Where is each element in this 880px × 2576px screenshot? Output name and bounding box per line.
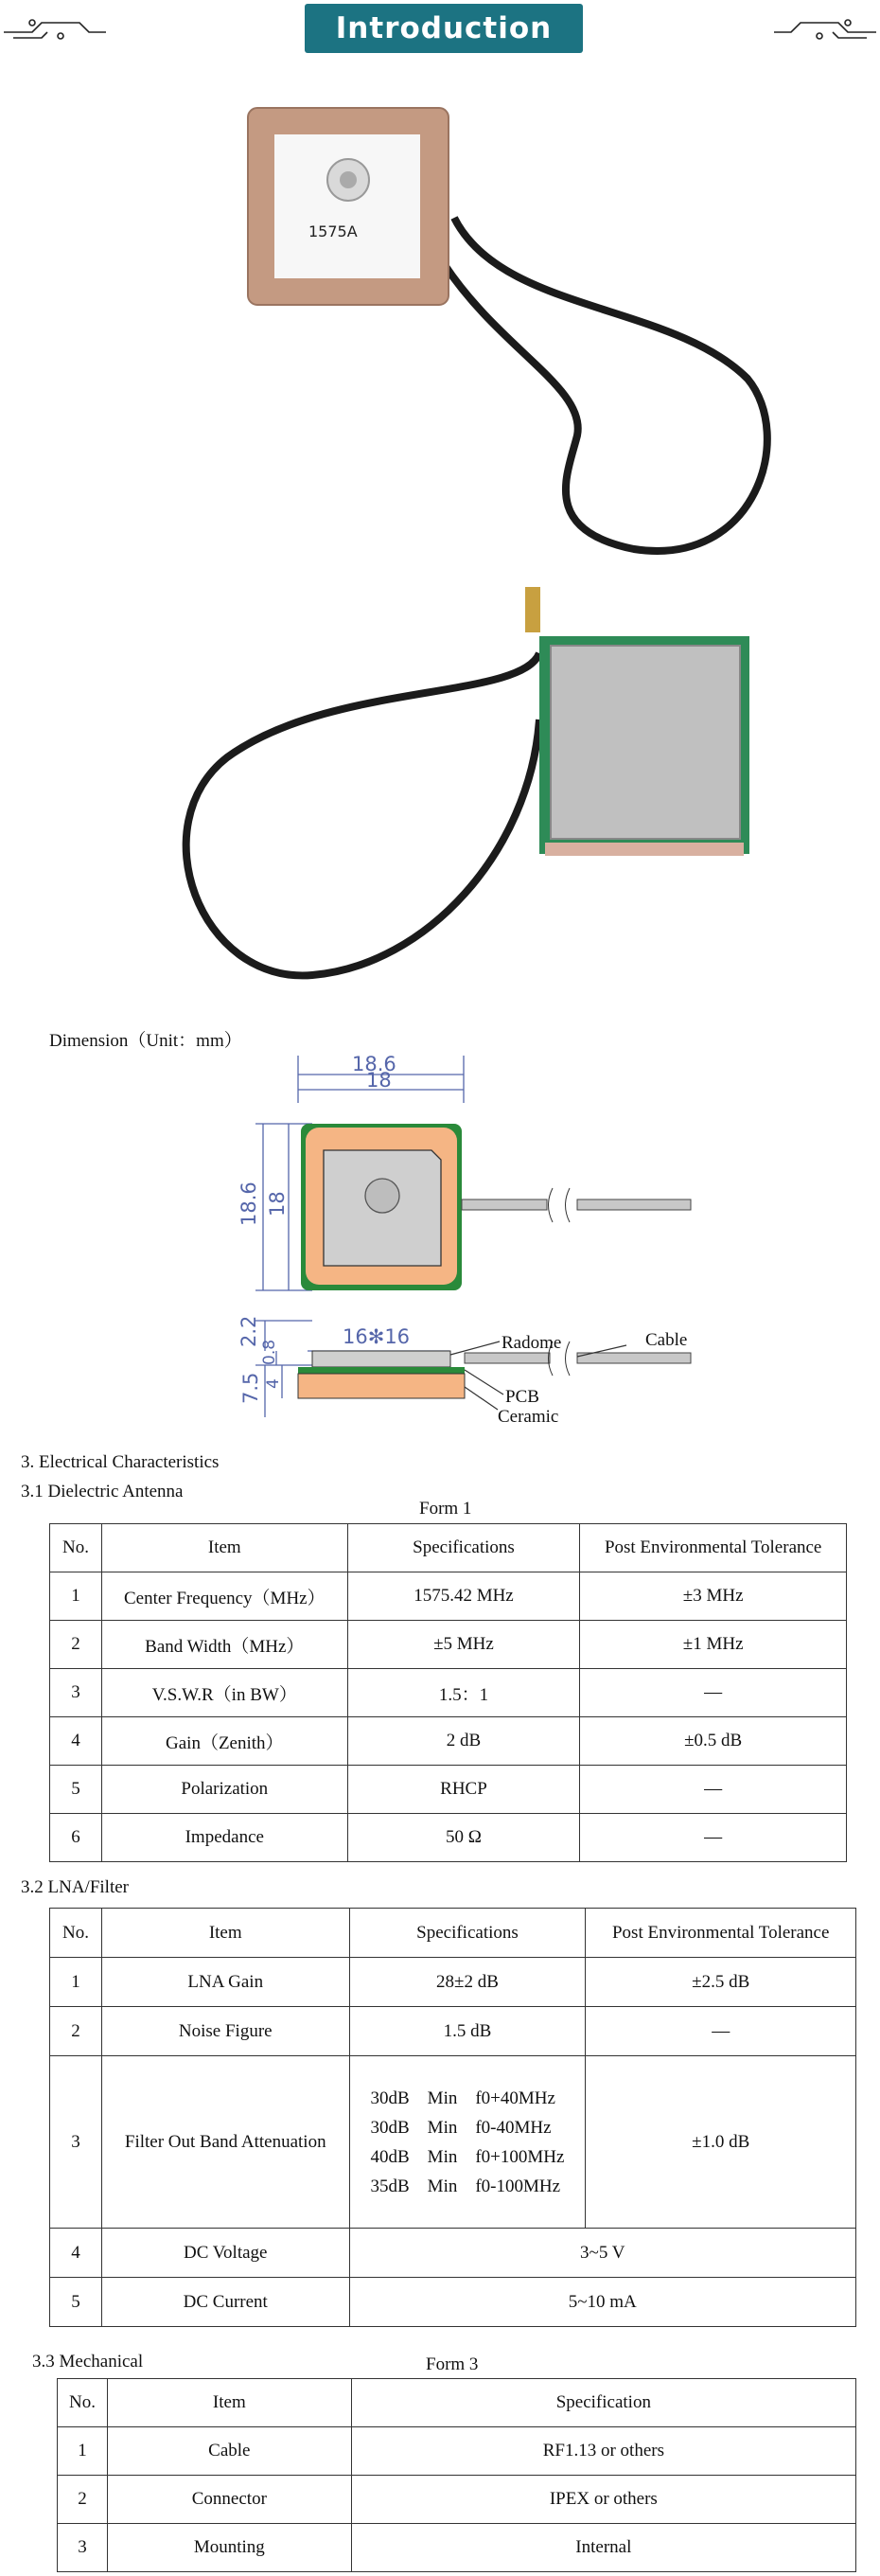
cell-no: 4 <box>50 2229 102 2278</box>
header-item: Item <box>101 1524 347 1572</box>
cell-spec-attenuation <box>349 2056 586 2229</box>
cell-spec: 1575.42 MHz <box>347 1572 580 1621</box>
cell-spec: 3~5 V <box>349 2229 855 2278</box>
antenna-front-photo <box>142 76 795 568</box>
cell-tolerance: — <box>580 1814 847 1862</box>
cell-tolerance: ±2.5 dB <box>586 1958 856 2007</box>
cell-item: DC Current <box>101 2278 349 2327</box>
attenuation-line: 30dB Min f0-40MHz <box>370 2117 552 2138</box>
dim-2-2: 2.2 <box>238 1315 260 1347</box>
section-3-1-title: 3.1 Dielectric Antenna <box>21 1482 184 1501</box>
cell-spec: ±5 MHz <box>347 1621 580 1669</box>
circuit-decoration-right <box>772 11 876 42</box>
form-3-caption: Form 3 <box>426 2354 479 2374</box>
cell-no: 2 <box>58 2476 108 2524</box>
cell-no: 6 <box>50 1814 102 1862</box>
header-tolerance: Post Environmental Tolerance <box>586 1909 856 1958</box>
cell-tolerance: ±1 MHz <box>580 1621 847 1669</box>
header-item: Item <box>101 1909 349 1958</box>
dim-0-8: 0.8 <box>260 1339 279 1365</box>
header-specification: Specification <box>351 2379 855 2427</box>
cell-item: Mounting <box>107 2524 351 2572</box>
cell-item: Filter Out Band Attenuation <box>101 2056 349 2229</box>
header-specifications: Specifications <box>349 1909 586 1958</box>
cell-no: 5 <box>50 1766 102 1814</box>
table-row <box>50 1814 847 1862</box>
cell-item: DC Voltage <box>101 2229 349 2278</box>
cell-item: Gain（Zenith） <box>101 1717 347 1766</box>
header-item: Item <box>107 2379 351 2427</box>
cell-item: Band Width（MHz） <box>101 1621 347 1669</box>
cell-item: Cable <box>107 2427 351 2476</box>
table-row <box>50 1958 856 2007</box>
table-row <box>50 1717 847 1766</box>
cell-no: 1 <box>50 1958 102 2007</box>
cell-tolerance: ±1.0 dB <box>586 2056 856 2229</box>
header-no: No. <box>50 1909 102 1958</box>
mechanical-table <box>57 2378 856 2572</box>
cell-item: Impedance <box>101 1814 347 1862</box>
cell-no: 3 <box>50 2056 102 2229</box>
label-pcb: PCB <box>505 1387 539 1407</box>
table-row <box>50 1621 847 1669</box>
banner-title: Introduction <box>335 11 553 45</box>
dielectric-antenna-table <box>49 1523 847 1862</box>
label-ceramic: Ceramic <box>498 1407 559 1427</box>
table-header-row <box>50 1524 847 1572</box>
table-row <box>50 2229 856 2278</box>
intro-banner <box>305 4 583 53</box>
cell-no: 2 <box>50 2007 102 2056</box>
form-1-caption: Form 1 <box>419 1499 472 1519</box>
cell-tolerance: — <box>580 1669 847 1717</box>
cell-no: 4 <box>50 1717 102 1766</box>
dim-7-5: 7.5 <box>239 1372 262 1404</box>
cell-item: Polarization <box>101 1766 347 1814</box>
antenna-label: 1575A <box>308 222 358 240</box>
attenuation-line: 30dB Min f0+40MHz <box>370 2087 555 2108</box>
antenna-back-photo <box>142 568 795 1013</box>
dim-18-top: 18 <box>366 1069 392 1092</box>
cell-no: 3 <box>50 1669 102 1717</box>
lna-filter-table <box>49 1908 856 2327</box>
section-3-2-title: 3.2 LNA/Filter <box>21 1877 129 1897</box>
cell-spec: 1.5：1 <box>347 1669 580 1717</box>
dimension-heading: Dimension（Unit：mm） <box>49 1031 242 1051</box>
cell-spec: 50 Ω <box>347 1814 580 1862</box>
table-row <box>50 1669 847 1717</box>
cell-no: 1 <box>58 2427 108 2476</box>
cell-tolerance: — <box>586 2007 856 2056</box>
dim-16x16: 16✻16 <box>343 1325 411 1348</box>
table-row <box>50 1766 847 1814</box>
cell-no: 1 <box>50 1572 102 1621</box>
cell-tolerance: ±0.5 dB <box>580 1717 847 1766</box>
table-row <box>50 1572 847 1621</box>
cell-spec: 28±2 dB <box>349 1958 586 2007</box>
cell-no: 5 <box>50 2278 102 2327</box>
cell-spec: IPEX or others <box>351 2476 855 2524</box>
header-no: No. <box>58 2379 108 2427</box>
cell-item: V.S.W.R（in BW） <box>101 1669 347 1717</box>
header-specifications: Specifications <box>347 1524 580 1572</box>
cell-item: Center Frequency（MHz） <box>101 1572 347 1621</box>
table-row <box>50 2007 856 2056</box>
section-3-3-title: 3.3 Mechanical <box>32 2352 144 2372</box>
cell-spec: 1.5 dB <box>349 2007 586 2056</box>
dimension-drawing <box>218 1046 766 1444</box>
dim-18-6-top: 18.6 <box>352 1053 396 1075</box>
cell-tolerance: — <box>580 1766 847 1814</box>
cell-spec: RHCP <box>347 1766 580 1814</box>
attenuation-line: 35dB Min f0-100MHz <box>370 2176 561 2196</box>
cell-spec: Internal <box>351 2524 855 2572</box>
table-header-row <box>50 1909 856 1958</box>
cell-no: 3 <box>58 2524 108 2572</box>
cell-no: 2 <box>50 1621 102 1669</box>
dim-4: 4 <box>264 1378 283 1389</box>
cell-item: LNA Gain <box>101 1958 349 2007</box>
table-row <box>58 2427 856 2476</box>
cell-spec: RF1.13 or others <box>351 2427 855 2476</box>
section-3-title: 3. Electrical Characteristics <box>21 1452 220 1472</box>
attenuation-line: 40dB Min f0+100MHz <box>370 2146 565 2167</box>
dim-18-6-side: 18.6 <box>238 1181 260 1226</box>
label-radome: Radome <box>502 1333 562 1353</box>
cell-item: Noise Figure <box>101 2007 349 2056</box>
table-row <box>58 2476 856 2524</box>
header-tolerance: Post Environmental Tolerance <box>580 1524 847 1572</box>
cell-spec: 5~10 mA <box>349 2278 855 2327</box>
label-cable: Cable <box>645 1330 688 1350</box>
table-row <box>50 2278 856 2327</box>
cell-tolerance: ±3 MHz <box>580 1572 847 1621</box>
cell-item: Connector <box>107 2476 351 2524</box>
circuit-decoration-left <box>4 11 108 42</box>
table-header-row <box>58 2379 856 2427</box>
table-row <box>58 2524 856 2572</box>
header-no: No. <box>50 1524 102 1572</box>
cell-spec: 2 dB <box>347 1717 580 1766</box>
dim-18-side: 18 <box>266 1191 289 1217</box>
table-row <box>50 2056 856 2229</box>
